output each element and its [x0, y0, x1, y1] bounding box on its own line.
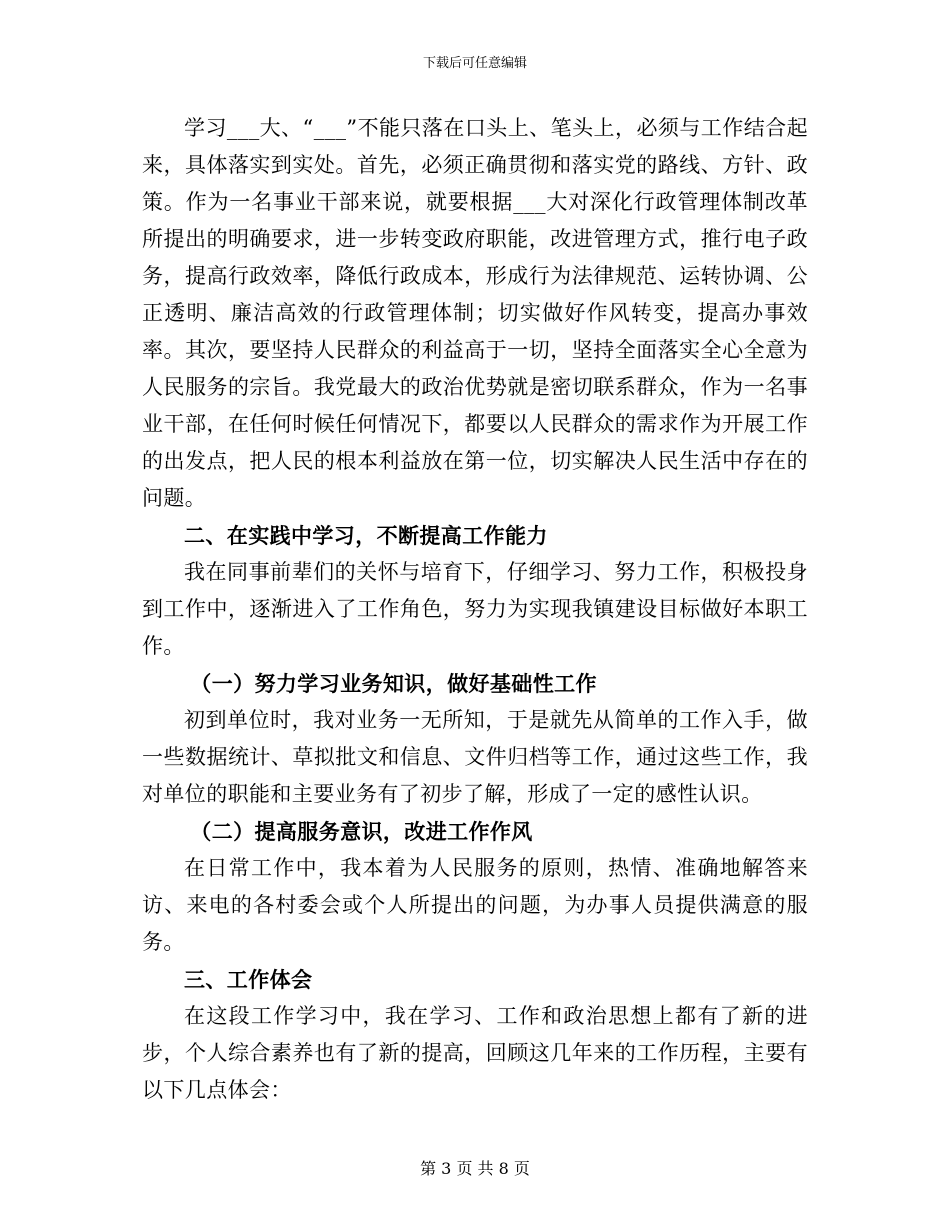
page-number-footer: 第 3 页 共 8 页 [420, 1159, 530, 1178]
header-note: 下载后可任意编辑 [422, 56, 527, 71]
paragraph-body-4: 在日常工作中，我本着为人民服务的原则，热情、准确地解答来访、来电的各村委会或个人所提出的问题，为办事人员提供满意的服务。 [142, 856, 808, 954]
subsection-heading-2: （二）提高服务意识，改进工作作风 [190, 819, 533, 844]
section-heading-3: 三、工作体会 [184, 967, 313, 992]
paragraph-body-1: 学习___大、“___”不能只落在口头上、笔头上，必须与工作结合起来，具体落实到实处。首先，必须正确贯彻和落实党的路线、方针、政策。作为一名事业干部来说，就要根据___大对深化行政管理体制改革所提出的明确要求，进一步转变政府职能，改进管理方式，推行电子政务，提高行政效率，降低行政成本，形成行为法律规范、运转协调、公正透明、廉洁高效的行政管理体制；切实做好作风转变，提高办事效率。其次，要坚持人民群众的利益高于一切，坚持全面落实全心全意为人民服务的宗旨。我党最大的政治优势就是密切联系群众，作为一名事业干部，在任何时候任何情况下，都要以人民群众的需求作为开展工作的出发点，把人民的根本利益放在第一位，切实解决人民生活中存在的问题。 [142, 116, 808, 510]
paragraph-body-3: 初到单位时，我对业务一无所知，于是就先从简单的工作入手，做一些数据统计、草拟批文和信息、文件归档等工作，通过这些工作，我对单位的职能和主要业务有了初步了解，形成了一定的感性认识。 [142, 708, 808, 806]
subsection-heading-1: （一）努力学习业务知识，做好基础性工作 [190, 671, 597, 696]
section-heading-2: 二、在实践中学习，不断提高工作能力 [184, 523, 548, 548]
paragraph-body-5: 在这段工作学习中，我在学习、工作和政治思想上都有了新的进步，个人综合素养也有了新的提高，回顾这几年来的工作历程，主要有以下几点体会： [142, 1004, 808, 1102]
document-body [142, 110, 808, 1109]
paragraph-body-2: 我在同事前辈们的关怀与培育下，仔细学习、努力工作，积极投身到工作中，逐渐进入了工作角色，努力为实现我镇建设目标做好本职工作。 [142, 560, 808, 658]
